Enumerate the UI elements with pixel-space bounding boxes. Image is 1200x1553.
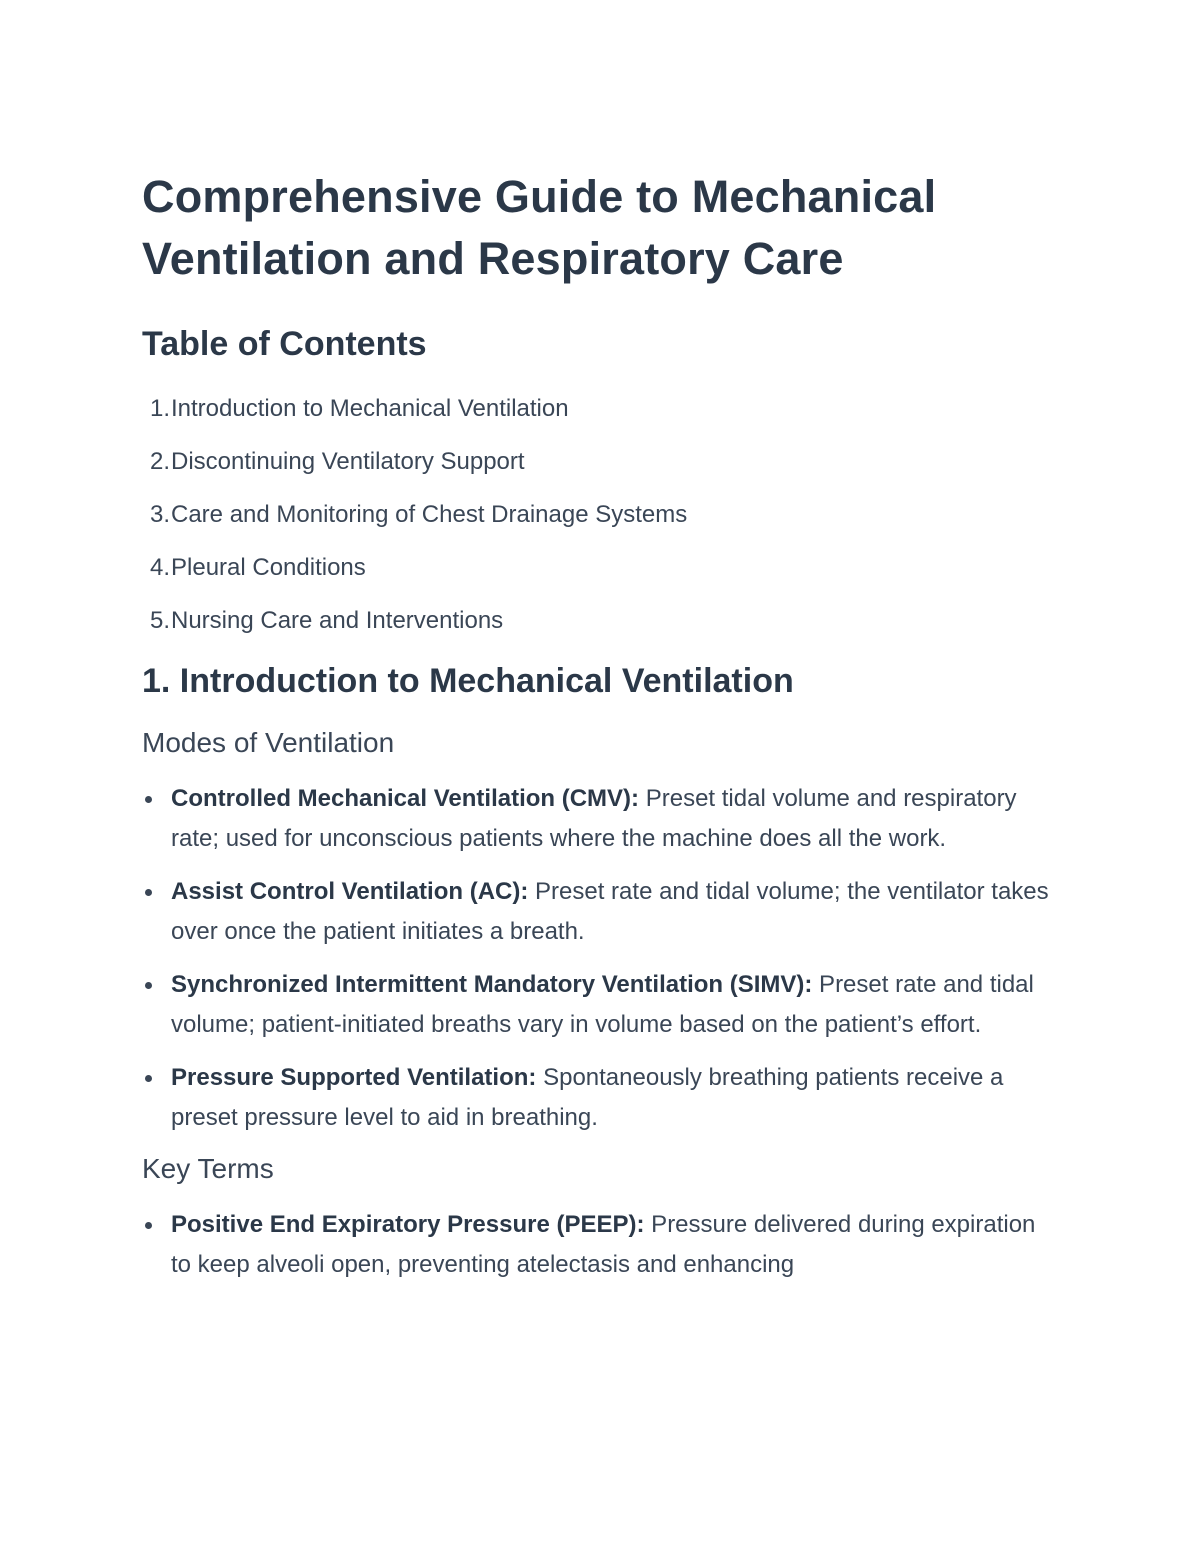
toc-label: Pleural Conditions	[171, 554, 366, 581]
toc-label: Nursing Care and Interventions	[171, 607, 504, 634]
list-item	[142, 872, 1062, 952]
definition: Preset rate and tidal volume; the ventilator takes over once the patient initiates a breath.	[171, 878, 1049, 945]
key-terms-list	[142, 1205, 1062, 1285]
toc-label: Care and Monitoring of Chest Drainage Systems	[171, 501, 688, 528]
toc-item	[142, 447, 1062, 477]
term: Synchronized Intermittent Mandatory Ventilation (SIMV):	[171, 971, 813, 998]
toc-number: 5.	[149, 607, 170, 634]
term: Assist Control Ventilation (AC):	[171, 878, 529, 905]
toc-number: 1.	[149, 395, 170, 422]
document-page	[142, 166, 1062, 1298]
toc-label: Discontinuing Ventilatory Support	[171, 448, 525, 475]
toc-heading: Table of Contents	[142, 325, 427, 363]
table-of-contents	[142, 394, 1062, 636]
toc-label: Introduction to Mechanical Ventilation	[171, 395, 569, 422]
definition: Spontaneously breathing patients receive a preset pressure level to aid in breathing.	[171, 1064, 1004, 1131]
term: Pressure Supported Ventilation:	[171, 1064, 537, 1091]
list-item	[142, 1058, 1062, 1138]
modes-heading: Modes of Ventilation	[142, 727, 395, 758]
toc-number: 4.	[149, 554, 170, 581]
document-title: Comprehensive Guide to Mechanical Ventilation and Respiratory Care	[142, 171, 937, 284]
definition: Pressure delivered during expiration to keep alveoli open, preventing atelectasis and enhancing	[171, 1211, 1036, 1278]
list-item	[142, 965, 1062, 1045]
term: Positive End Expiratory Pressure (PEEP):	[171, 1211, 645, 1238]
list-item	[142, 1205, 1062, 1285]
term: Controlled Mechanical Ventilation (CMV):	[171, 785, 640, 812]
toc-item	[142, 394, 1062, 424]
section-heading: 1. Introduction to Mechanical Ventilation	[142, 662, 794, 700]
toc-number: 2.	[149, 448, 170, 475]
definition: Preset rate and tidal volume; patient-initiated breaths vary in volume based on the patient’s effort.	[171, 971, 1034, 1038]
toc-item	[142, 606, 1062, 636]
toc-item	[142, 500, 1062, 530]
list-item	[142, 779, 1062, 859]
toc-number: 3.	[149, 501, 170, 528]
modes-list	[142, 779, 1062, 1138]
key-terms-heading: Key Terms	[142, 1153, 274, 1184]
toc-item	[142, 553, 1062, 583]
definition: Preset tidal volume and respiratory rate; used for unconscious patients where the machine does all the work.	[171, 785, 1017, 852]
